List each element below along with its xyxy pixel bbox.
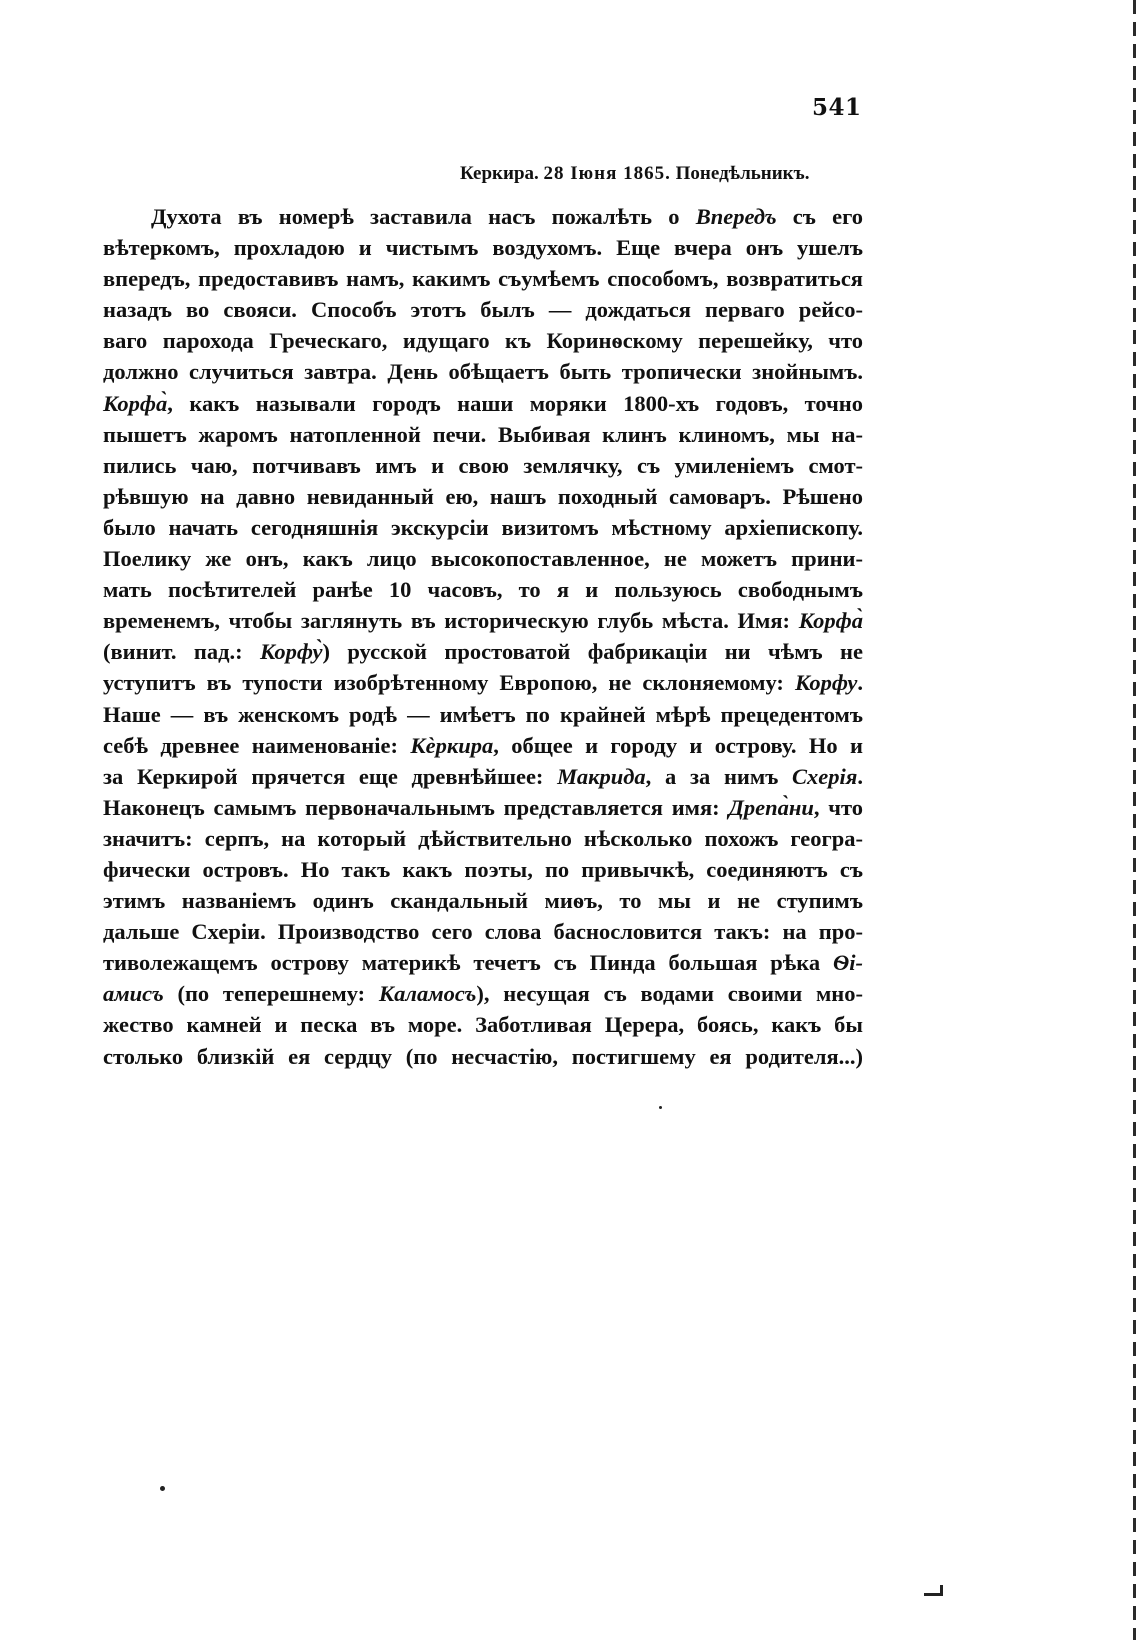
text-line <box>103 356 863 387</box>
text-run: должно случиться завтра. День обѣщаетъ быть тропически знойнымъ. <box>103 359 863 385</box>
text-line <box>103 636 863 667</box>
text-line <box>103 885 863 916</box>
text-line <box>103 419 863 450</box>
text-run: , общее и городу и острову. Но и <box>493 732 863 758</box>
text-line <box>103 854 863 885</box>
text-run: было начать сегодняшнія экскурсіи визитомъ мѣстному архіепископу. <box>103 514 863 540</box>
italic-term: Корфу̀ <box>260 639 323 665</box>
entry-header <box>460 163 809 185</box>
text-line <box>103 978 863 1009</box>
italic-term: Макрида <box>557 763 646 789</box>
text-line <box>103 325 863 356</box>
text-line <box>103 1009 863 1040</box>
text-line <box>103 263 863 294</box>
text-line <box>103 947 863 978</box>
corner-mark <box>924 1585 943 1596</box>
text-run: пышетъ жаромъ натопленной печи. Выбивая клинъ клиномъ, мы на- <box>103 421 863 447</box>
text-run: Поелику же онъ, какъ лицо высокопоставленное, не можетъ прини- <box>103 546 863 572</box>
text-run: (винит. пад.: <box>103 639 261 665</box>
text-run: , что <box>813 794 863 820</box>
text-run: уступитъ въ тупости изобрѣтенному Европою, не склоняемому: <box>103 670 795 696</box>
text-line <box>103 388 863 419</box>
text-line <box>103 512 863 543</box>
italic-term: Кѐркира <box>410 732 494 758</box>
header-place: Керкира. <box>460 163 539 184</box>
text-run: столько близкій ея сердцу (по несчастію, постигшему ея родителя...) <box>103 1043 863 1069</box>
text-line <box>103 201 863 232</box>
header-date: 28 Іюня 1865. <box>543 163 671 184</box>
italic-term: амисъ <box>103 981 164 1007</box>
text-run: ваго парохода Греческаго, идущаго къ Коринѳскому перешейку, что <box>103 328 863 354</box>
text-line <box>103 916 863 947</box>
italic-term: Каламосъ <box>378 981 477 1007</box>
text-run: себѣ древнее наименованіе: <box>103 732 411 758</box>
text-line <box>103 699 863 730</box>
text-line <box>103 667 863 698</box>
italic-term: Корфа̀ <box>798 608 863 634</box>
text-run: , а за нимъ <box>645 763 793 789</box>
scan-edge-shadow <box>1133 0 1136 1640</box>
text-run: фически островъ. Но такъ какъ поэты, по привычкѣ, соединяютъ съ <box>103 856 863 882</box>
text-run: , какъ называли городъ наши моряки 1800-хъ годовъ, точно <box>167 390 863 416</box>
italic-term: Корфа̀ <box>103 390 168 416</box>
scan-speck <box>160 1486 165 1491</box>
text-run: пились чаю, потчивавъ имъ и свою землячку, съ умиленіемъ смот- <box>103 452 863 478</box>
italic-term: Впередъ <box>695 204 777 229</box>
text-line <box>103 294 863 325</box>
text-run: Духота въ номерѣ заставила насъ пожалѣть о <box>151 204 696 229</box>
text-line <box>103 543 863 574</box>
text-run: Наше — въ женскомъ родѣ — имѣетъ по крайней мѣрѣ прецедентомъ <box>103 701 863 727</box>
italic-term: Дрепа̀ни <box>728 794 814 820</box>
text-run: значитъ: серпъ, на который дѣйствительно нѣсколько похожъ геогра- <box>103 825 863 851</box>
text-run: за Керкирой прячется еще древнѣйшее: <box>103 763 558 789</box>
text-run: . <box>857 670 863 696</box>
italic-term: Корфу <box>794 670 858 696</box>
text-run: рѣвшую на давно невиданный ею, нашъ походный самоваръ. Рѣшено <box>103 483 863 509</box>
text-run: ) русской простоватой фабрикаціи ни чѣмъ не <box>322 639 863 665</box>
text-run: . <box>857 763 863 789</box>
text-run: съ его <box>776 204 863 229</box>
text-run: дальше Схеріи. Производство сего слова баснословится такъ: на про- <box>103 919 863 945</box>
text-line <box>103 730 863 761</box>
text-run: мать посѣтителей ранѣе 10 часовъ, то я и пользуюсь свободнымъ <box>103 577 863 603</box>
text-run: временемъ, чтобы заглянуть въ историческую глубь мѣста. Имя: <box>103 608 799 634</box>
text-line <box>103 761 863 792</box>
text-line <box>103 232 863 263</box>
text-run: жество камней и песка въ море. Заботливая Церера, боясь, какъ бы <box>103 1012 863 1038</box>
italic-term: Ѳі- <box>833 950 863 976</box>
text-line <box>103 450 863 481</box>
text-run: Наконецъ самымъ первоначальнымъ представляется имя: <box>103 794 729 820</box>
text-run: ), несущая съ водами своими мно- <box>476 981 863 1007</box>
text-line <box>103 481 863 512</box>
italic-term: Схерія <box>792 763 858 789</box>
text-run: вѣтеркомъ, прохладою и чистымъ воздухомъ. Еще вчера онъ ушелъ <box>103 235 863 261</box>
text-run: назадъ во свояси. Способъ этотъ былъ — дождаться перваго рейсо- <box>103 297 863 323</box>
text-line <box>103 574 863 605</box>
text-run: (по теперешнему: <box>163 981 379 1007</box>
scan-speck <box>659 1106 662 1109</box>
text-line <box>103 823 863 854</box>
text-line <box>103 792 863 823</box>
text-run: впередъ, предоставивъ намъ, какимъ съумѣемъ способомъ, возвратиться <box>103 266 863 292</box>
text-line <box>103 1041 863 1072</box>
body-paragraph <box>103 201 863 1072</box>
header-weekday: Понедѣльникъ. <box>675 163 810 184</box>
text-line <box>103 605 863 636</box>
text-run: этимъ названіемъ одинъ скандальный миѳъ, то мы и не ступимъ <box>103 888 863 914</box>
page-number: 541 <box>812 94 862 121</box>
text-run: тиволежащемъ острову материкѣ течетъ съ Пинда большая рѣка <box>103 950 833 976</box>
